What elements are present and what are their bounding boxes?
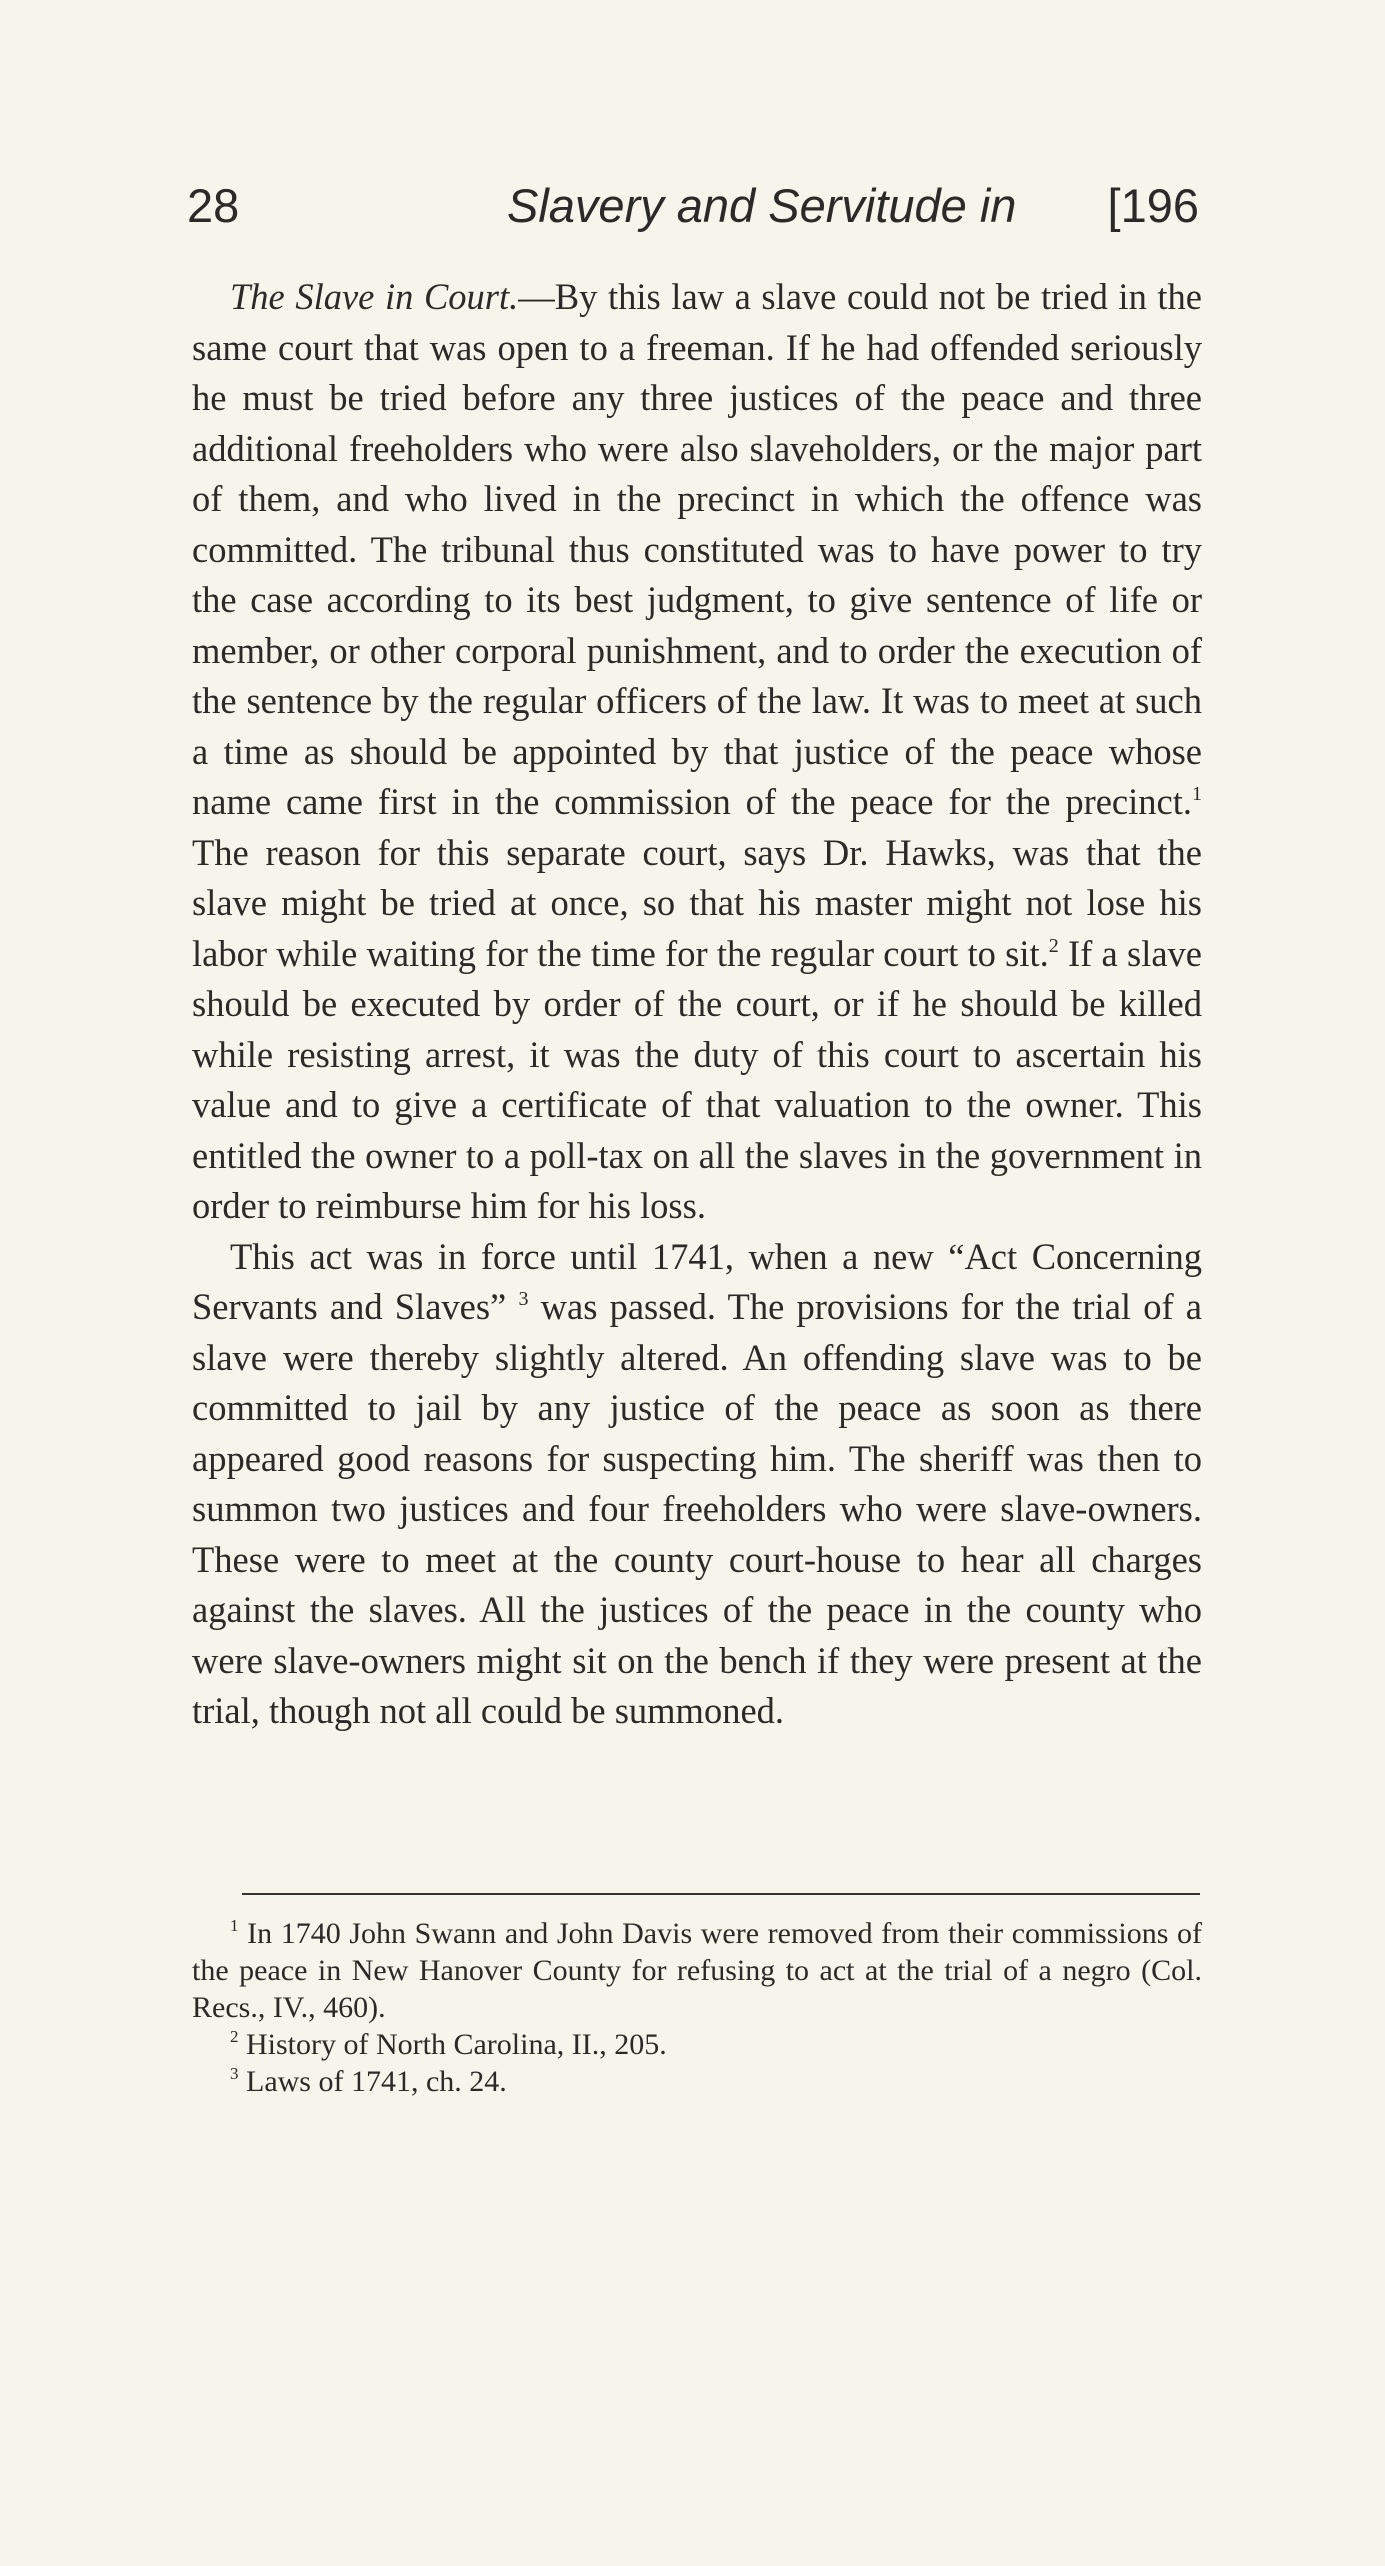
footnote-text: In 1740 John Swann and John Davis were removed from their commissions of the peace in New Hanover County for refusing to act at the trial of a negro (Col. Recs., IV., 460). xyxy=(192,1917,1203,2024)
paragraph-text: was passed. The provisions for the trial of a slave were thereby slightly altered. An offending slave was to be committed to jail by any justice of the peace as soon as there appeared good reasons for suspecting him. The sheriff was then to summon two justices and four freeholders who were slave-owners. These were to meet at the county court-house to hear all charges against the slaves. All the justices of the peace in the county who were slave-owners might sit on the bench if they were present at the trial, though not all could be summoned. xyxy=(192,1286,1202,1731)
paragraph-text: If a slave should be executed by order of the court, or if he should be killed while resisting arrest, it was the duty of this court to ascertain his value and to give a certificate of that valuation to the owner. This entitled the owner to a poll-tax on all the slaves in the government in order to reimburse him for his loss. xyxy=(192,932,1202,1226)
footnote-ref: 3 xyxy=(518,1288,529,1310)
footnote xyxy=(192,2026,1202,2063)
paragraph-text: —By this law a slave could not be tried in the same court that was open to a freeman. If he had offended seriously he must be tried before any three justices of the peace and three additional freeholders who were also slaveholders, or the major part of them, and who lived in the precinct in which the offence was committed. The tribunal thus constituted was to have power to try the case according to its best judgment, to give sentence of life or member, or other corporal punishment, and to order the execution of the sentence by the regular officers of the law. It was to meet at such a time as should be appointed by that justice of the peace whose name came first in the commission of the peace for the precinct. xyxy=(192,276,1202,822)
section-lead: The Slave in Court. xyxy=(230,276,519,317)
body-text xyxy=(192,272,1202,1737)
footnote xyxy=(192,1915,1202,2026)
section-page-mark: [196 xyxy=(1107,179,1199,232)
paragraph-text: This act was in force until 1741, when a new “Act Concerning Servants and Slaves” xyxy=(192,1235,1202,1327)
running-header xyxy=(187,178,1199,248)
footnote-mark: 2 xyxy=(230,2027,239,2046)
footnote-text: Laws of 1741, ch. 24. xyxy=(246,2065,507,2098)
footnote xyxy=(192,2063,1202,2100)
paragraph-slave-in-court xyxy=(192,272,1202,1232)
footnote-ref: 2 xyxy=(1048,934,1059,957)
paragraph-text: The reason for this separate court, says Dr. Hawks, was that the slave might be tried at once, so that his master might not lose his labor while waiting for the time for the regular court to sit. xyxy=(192,831,1202,974)
footnote-divider xyxy=(242,1893,1200,1895)
running-title: Slavery and Servitude in xyxy=(507,179,1017,232)
footnote-mark: 1 xyxy=(230,1916,239,1935)
footnote-mark: 3 xyxy=(230,2064,239,2083)
footnote-text: History of North Carolina, II., 205. xyxy=(246,2028,667,2061)
paragraph-act-1741 xyxy=(192,1232,1202,1737)
page-number: 28 xyxy=(187,179,240,232)
footnotes xyxy=(192,1915,1202,2100)
footnote-ref: 1 xyxy=(1192,783,1202,805)
